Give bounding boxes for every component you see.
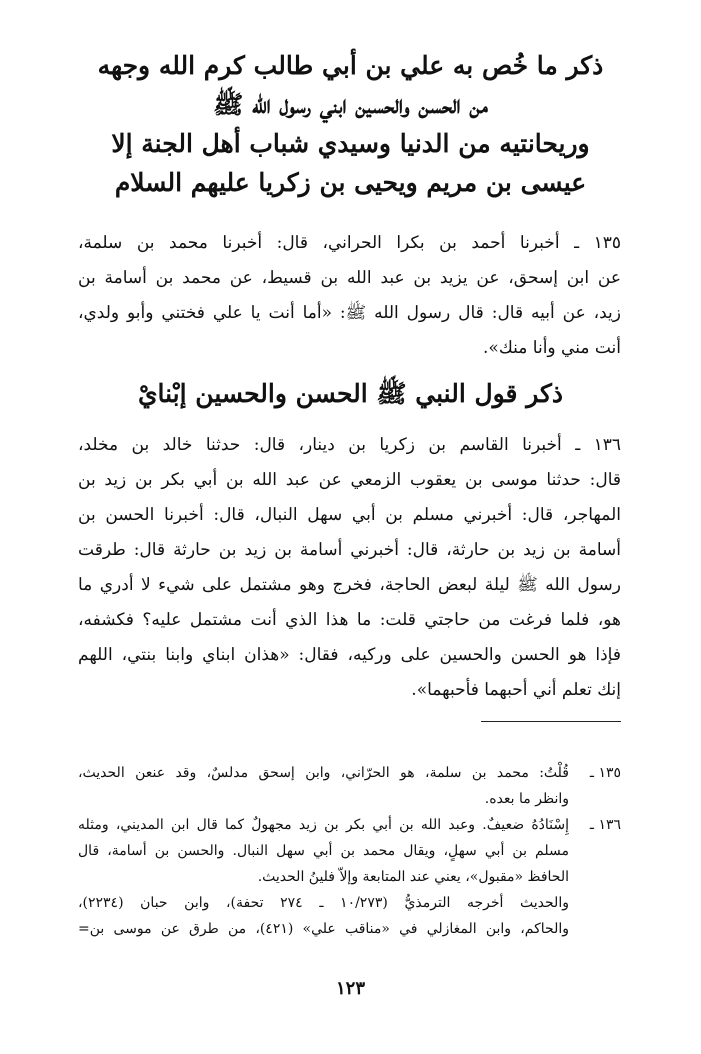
- footnote-135: [78, 760, 621, 812]
- hadith-136: [78, 428, 621, 708]
- footnote-136: [78, 812, 621, 942]
- footnote-line: وانظر ما بعده.: [484, 791, 569, 807]
- text-line: ١٣٦ ـ أخبرنا القاسم بن زكريا بن دينار، قال: حدثنا خالد بن مخلد،: [78, 435, 621, 455]
- footnote-separator: [481, 721, 621, 722]
- text-line: فإذا هو الحسن والحسين على وركيه، فقال: «هذان ابناي وابنا بنتي، اللهم: [78, 645, 621, 665]
- footnote-line: قُلْتُ: محمد بن سلمة، هو الحرّاني، وابن إسحق مدلسٌ، وقد عنعن الحديث،: [78, 765, 569, 781]
- footnote-body: [78, 760, 569, 812]
- heading-line: عيسى بن مريم ويحيى بن زكريا عليهم السلام: [114, 168, 587, 197]
- footnote-line: والحديث أخرجه الترمذيُّ (١٠/٢٧٣ ـ ٢٧٤ تحفة)، وابن حبان (٢٢٣٤)،: [78, 895, 569, 911]
- footnotes: [78, 760, 621, 942]
- text-line: المهاجر، قال: أخبرني مسلم بن أبي سهل النبال، قال: أخبرنا الحسن بن: [78, 505, 621, 525]
- text-line: أنت مني وأنا منك».: [483, 338, 621, 358]
- footnote-line: الحافظ «مقبول»، يعني عند المتابعة وإلاّ فلينُ الحديث.: [257, 869, 569, 885]
- footnote-body: [78, 812, 569, 942]
- text-line: رسول الله ﷺ ليلة لبعض الحاجة، فخرج وهو مشتمل على شيء لا أدري ما: [78, 575, 621, 595]
- footnote-line: مسلم بن أبي سهلٍ، ويقال محمد بن أبي سهل النبال. والحسن بن أسامة، قال: [78, 843, 569, 859]
- footnote-line: إِسْنَادُهُ ضعيفٌ. وعبد الله بن أبي بكر بن زيد مجهولٌ كما قال ابن المديني، ومثله: [78, 817, 569, 833]
- section-heading: ذكر قول النبي ﷺ الحسن والحسين إبْنايْ: [137, 379, 564, 408]
- text-line: إنك تعلم أني أحبهما فأحبهما».: [411, 680, 621, 700]
- text-line: عن ابن إسحق، عن يزيد بن عبد الله بن قسيط، عن محمد بن أسامة بن: [78, 268, 621, 288]
- text-line: هو، فلما فرغت من حاجتي قلت: ما هذا الذي أنت مشتمل عليه؟ فكشفه،: [78, 610, 621, 630]
- heading-line: من الحسن والحسين ابني رسول الله ﷺ: [213, 90, 488, 119]
- chapter-heading: [60, 46, 641, 202]
- footnote-line: والحاكم، وابن المغازلي في «مناقب علي» (٤٢١)، من طرق عن موسى بن=: [78, 921, 569, 937]
- text-line: قال: حدثنا موسى بن يعقوب الزمعي عن عبد الله بن أبي بكر بن زيد بن: [78, 470, 621, 490]
- text-line: زيد، عن أبيه قال: قال رسول الله ﷺ: «أما أنت يا علي فختني وأبو ولدي،: [78, 303, 621, 323]
- hadith-135: [78, 226, 621, 366]
- footnote-number: ١٣٥ ـ: [589, 765, 621, 781]
- footnote-number: ١٣٦ ـ: [589, 817, 621, 833]
- heading-line: وريحانتيه من الدنيا وسيدي شباب أهل الجنة إلا: [111, 129, 590, 158]
- page-number: ١٢٣: [335, 978, 365, 999]
- text-line: ١٣٥ ـ أخبرنا أحمد بن بكرا الحراني، قال: أخبرنا محمد بن سلمة،: [78, 233, 621, 253]
- text-line: أسامة بن زيد بن حارثة، قال: أخبرني أسامة بن زيد بن حارثة قال: طرقت: [78, 540, 621, 560]
- heading-line: ذكر ما خُص به علي بن أبي طالب كرم الله وجهه: [97, 51, 604, 80]
